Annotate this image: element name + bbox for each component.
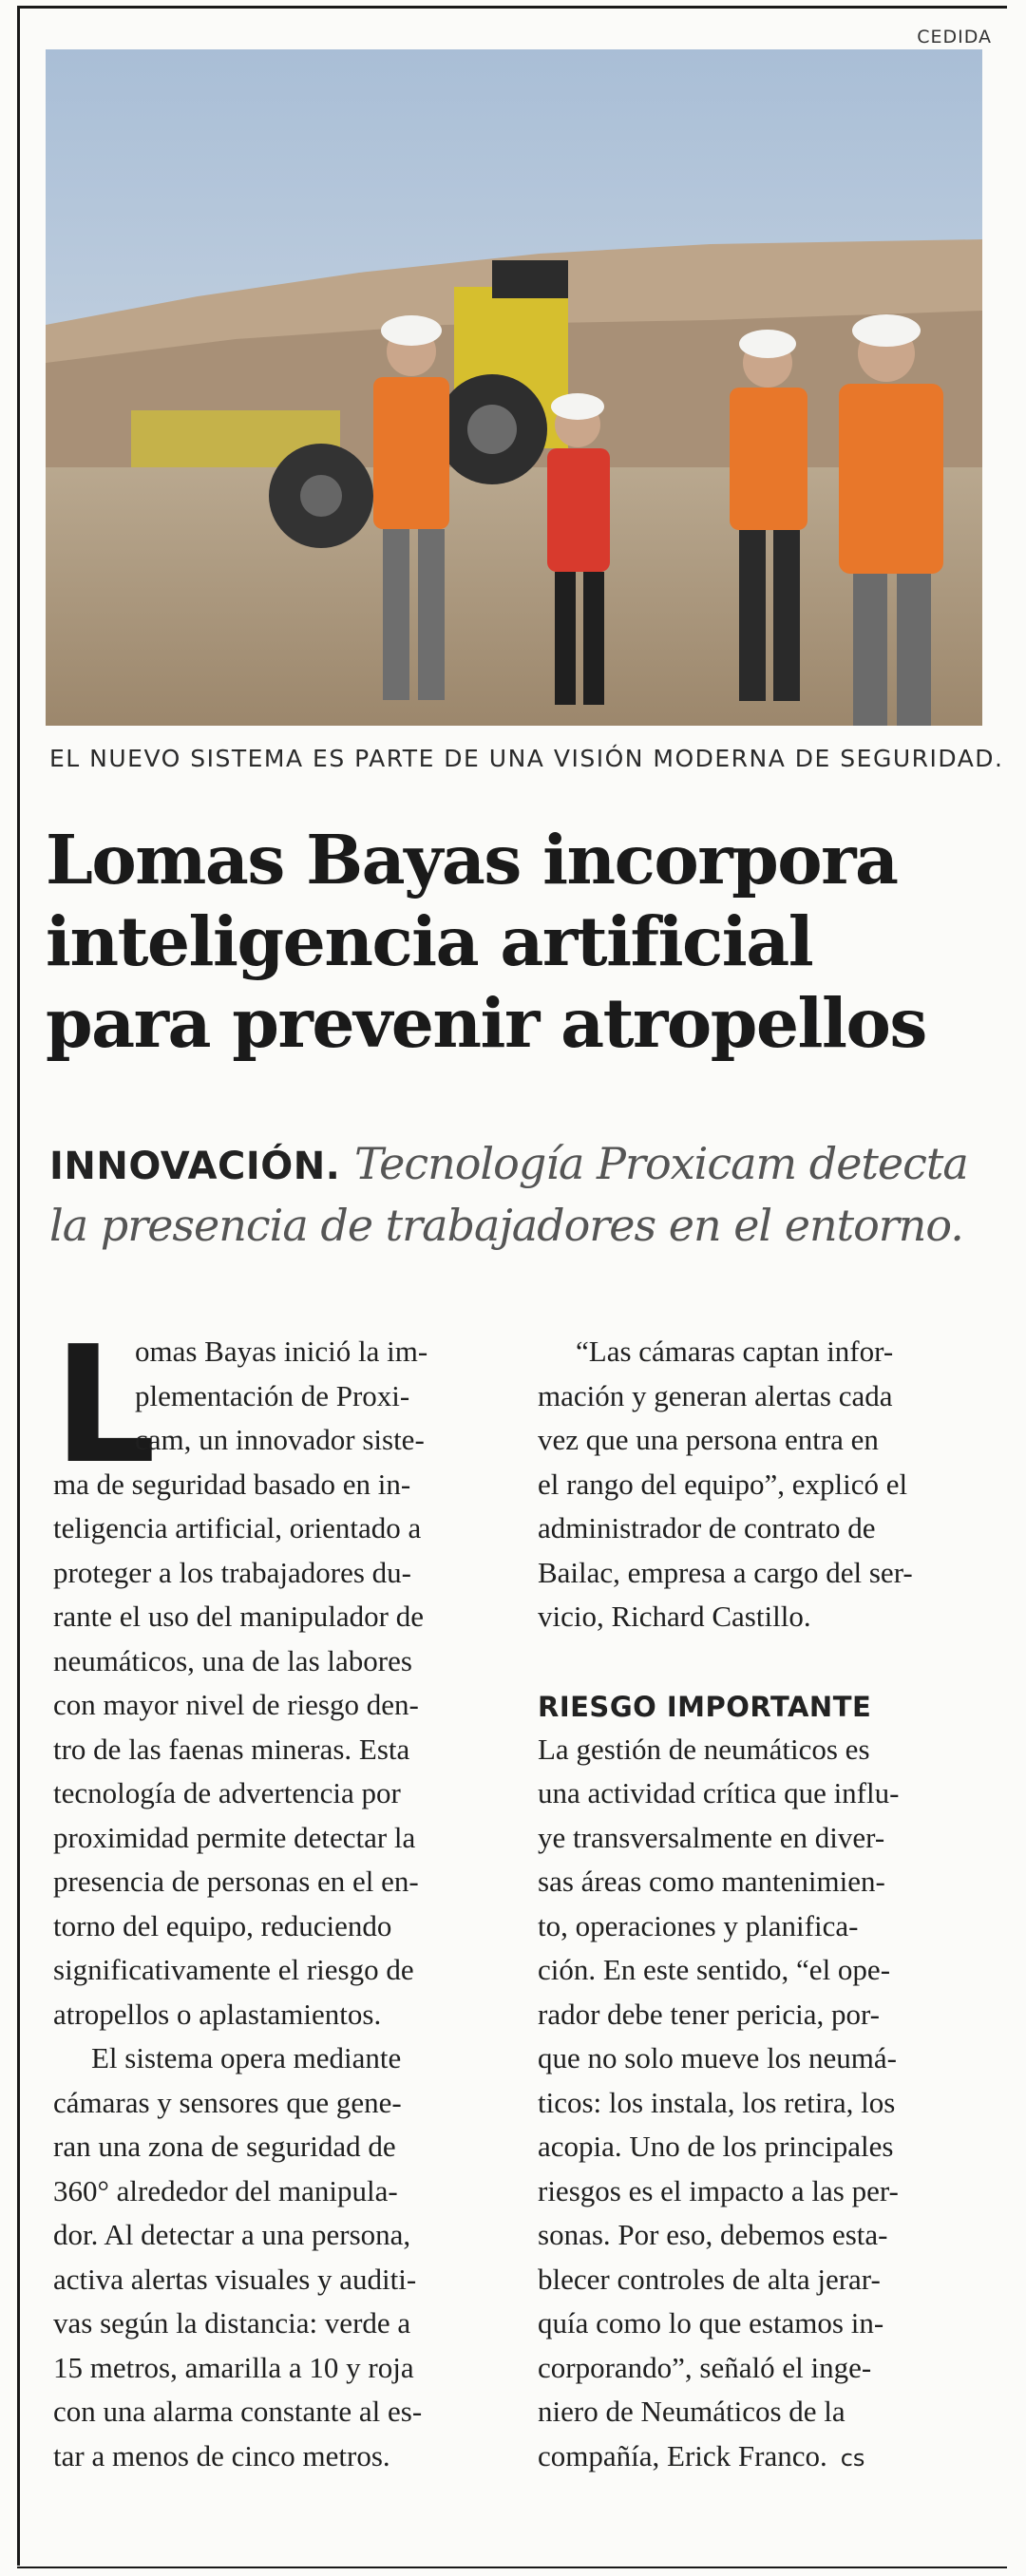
drop-cap: L <box>53 1312 157 1500</box>
body-line: omas Bayas inició la im- <box>135 1335 428 1368</box>
deck-line <box>49 1134 990 1196</box>
body-line: tecnología de advertencia por <box>53 1776 401 1809</box>
body-line: una actividad crítica que influ- <box>538 1776 900 1809</box>
body-line: ran una zona de seguridad de <box>53 2130 396 2163</box>
body-line: vas según la distancia: verde a <box>53 2306 411 2339</box>
body-line: torno del equipo, reduciendo <box>53 1908 392 1942</box>
body-line: “Las cámaras captan infor- <box>576 1335 894 1368</box>
body-line: to, operaciones y planifica- <box>538 1908 859 1942</box>
deck <box>49 1134 990 1255</box>
body-line: significativamente el riesgo de <box>53 1953 414 1986</box>
body-line: acopia. Uno de los principales <box>538 2130 894 2163</box>
body-line: 360° alrededor del manipula- <box>53 2173 398 2207</box>
body-line: rante el uso del manipulador de <box>53 1600 424 1633</box>
body-line-last <box>538 2434 975 2479</box>
body-line: riesgos es el impacto a las per- <box>538 2173 899 2207</box>
end-mark-icon: cs <box>840 2444 865 2472</box>
body-line: cámaras y sensores que gene- <box>53 2085 402 2119</box>
body-line: niero de Neumáticos de la <box>538 2395 846 2428</box>
subhead: RIESGO IMPORTANTE <box>538 1691 872 1723</box>
kicker: INNOVACIÓN. <box>49 1145 341 1188</box>
body-line: quía como lo que estamos in- <box>538 2306 884 2339</box>
body-line: mación y generan alertas cada <box>538 1378 893 1412</box>
spacer <box>538 1639 975 1684</box>
body-line: teligencia artificial, orientado a <box>53 1511 422 1544</box>
body-line: ma de seguridad basado en in- <box>53 1467 411 1501</box>
body-line: activa alertas visuales y auditi- <box>53 2262 417 2296</box>
body-line: vicio, Richard Castillo. <box>538 1600 811 1633</box>
article-photo <box>46 49 982 726</box>
body-line: cam, un innovador siste- <box>135 1423 425 1456</box>
body-line: compañía, Erick Franco. <box>538 2438 827 2472</box>
body-column-right <box>538 1330 975 2478</box>
body-line: tar a menos de cinco metros. <box>53 2438 390 2472</box>
body-line: rador debe tener pericia, por- <box>538 1997 880 2031</box>
body-line: con una alarma constante al es- <box>53 2395 423 2428</box>
lede: Tecnología Proxicam detecta <box>354 1138 968 1189</box>
body-line: neumáticos, una de las labores <box>53 1643 412 1677</box>
headline-line: para prevenir atropellos <box>46 983 926 1063</box>
body-line: 15 metros, amarilla a 10 y roja <box>53 2350 414 2384</box>
headline-line: Lomas Bayas incorpora <box>46 820 898 900</box>
body-line: sonas. Por eso, debemos esta- <box>538 2218 888 2251</box>
body-line: el rango del equipo”, explicó el <box>538 1467 908 1501</box>
body-line: ye transversalmente en diver- <box>538 1820 885 1854</box>
headline <box>46 819 986 1064</box>
body-line: blecer controles de alta jerar- <box>538 2262 881 2296</box>
body-line: plementación de Proxi- <box>135 1378 410 1412</box>
body-line: ticos: los instala, los retira, los <box>538 2085 896 2119</box>
body-line: tro de las faenas mineras. Esta <box>53 1732 410 1766</box>
bottom-rule <box>17 2567 1007 2568</box>
headline-line: inteligencia artificial <box>46 901 813 981</box>
body-line: El sistema opera mediante <box>91 2041 402 2074</box>
body-line: administrador de contrato de <box>538 1511 876 1544</box>
body-line: La gestión de neumáticos es <box>538 1732 870 1766</box>
body-line: dor. Al detectar a una persona, <box>53 2218 411 2251</box>
top-rule <box>17 6 1007 9</box>
body-line: proteger a los trabajadores du- <box>53 1555 412 1589</box>
body-line: Bailac, empresa a cargo del ser- <box>538 1555 913 1589</box>
photo-credit: CEDIDA <box>917 27 992 47</box>
body-line: vez que una persona entra en <box>538 1423 879 1456</box>
body-line: con mayor nivel de riesgo den- <box>53 1688 419 1721</box>
body-line: proximidad permite detectar la <box>53 1820 416 1854</box>
body-line: sas áreas como mantenimien- <box>538 1865 885 1898</box>
photo-caption: EL NUEVO SISTEMA ES PARTE DE UNA VISIÓN MODERNA DE SEGURIDAD. <box>49 745 1004 772</box>
body-line: que no solo mueve los neumá- <box>538 2041 897 2074</box>
body-line: atropellos o aplastamientos. <box>53 1997 382 2031</box>
body-line: ción. En este sentido, “el ope- <box>538 1953 891 1986</box>
body-column-left <box>53 1312 490 2478</box>
mine-site-photo <box>46 49 982 726</box>
body-line: corporando”, señaló el inge- <box>538 2350 872 2384</box>
body-line: presencia de personas en el en- <box>53 1865 419 1898</box>
lede: la presencia de trabajadores en el entorno. <box>49 1200 963 1251</box>
left-rule <box>17 6 20 2566</box>
